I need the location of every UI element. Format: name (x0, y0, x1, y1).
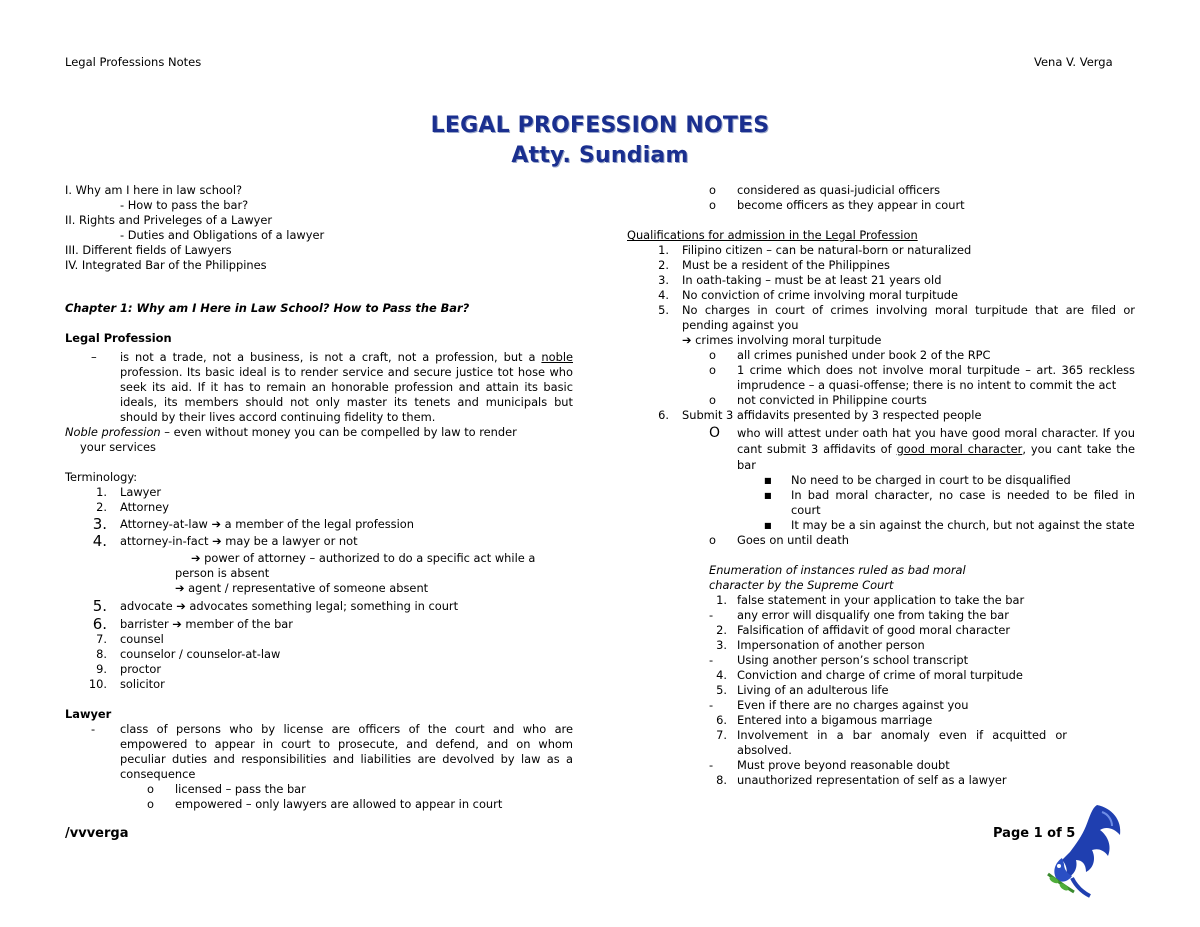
footer-left: /vvverga (65, 826, 129, 841)
enum-item: 8. unauthorized representation of self as a lawyer (716, 773, 1007, 787)
enum-item: 4. Conviction and charge of crime of moral turpitude (716, 668, 1023, 682)
qualification-item: 5. No charges in court of crimes involving moral turpitude that are filed or pending against you (658, 303, 1135, 332)
lawyer-subitem: o become officers as they appear in court (709, 198, 965, 212)
crime-subitem: o all crimes punished under book 2 of the RPC (709, 348, 991, 362)
noble-word: noble (541, 350, 573, 364)
list-subitem: ➔ power of attorney – authorized to do a specific act while a (191, 551, 536, 565)
noble-definition: Noble profession – even without money you can be compelled by law to render (65, 425, 517, 439)
affidavit-note: O who will attest under oath hat you have good moral character. If you cant submit 3 affidavits of good moral character, you cant take the bar (709, 425, 1135, 472)
enum-item: - Using another person’s school transcript (709, 653, 969, 667)
document-title: LEGAL PROFESSION NOTES (430, 113, 770, 138)
enum-item: - Must prove beyond reasonable doubt (709, 758, 950, 772)
list-item: 9. proctor (96, 662, 162, 676)
square-bullet-item: ■ It may be a sin against the church, but not against the state (764, 518, 1135, 532)
outline-item: I. Why am I here in law school? (65, 183, 243, 197)
left-column (65, 183, 573, 812)
header-right: Vena V. Verga (1034, 55, 1113, 69)
list-item: 2. Attorney (96, 500, 169, 514)
qualification-item: 4. No conviction of crime involving moral turpitude (658, 288, 959, 302)
qualification-item: 6. Submit 3 affidavits presented by 3 respected people (658, 408, 982, 422)
right-column (627, 183, 1135, 788)
outline-item: IV. Integrated Bar of the Philippines (65, 258, 267, 272)
section-heading: Lawyer (65, 707, 112, 721)
enum-item: 6. Entered into a bigamous marriage (716, 713, 933, 727)
qualifications-heading: Qualifications for admission in the Legal Profession (627, 228, 918, 242)
qualification-item: 2. Must be a resident of the Philippines (658, 258, 890, 272)
chapter-heading: Chapter 1: Why am I Here in Law School? How to Pass the Bar? (65, 301, 470, 315)
enum-item: 5. Living of an adulterous life (716, 683, 889, 697)
enum-item: - Even if there are no charges against you (709, 698, 969, 712)
list-item: 3. Attorney-at-law ➔ a member of the legal profession (92, 515, 414, 533)
crime-subitem: o not convicted in Philippine courts (709, 393, 927, 407)
outline-item: II. Rights and Priveleges of a Lawyer (65, 213, 273, 227)
enum-item: 7. Involvement in a bar anomaly even if acquitted or absolved. (716, 728, 1067, 757)
list-item: 5. advocate ➔ advocates something legal; something in court (92, 597, 459, 615)
terminology-heading: Terminology: (65, 470, 138, 484)
list-item: 1. Lawyer (96, 485, 162, 499)
enum-item: 1. false statement in your application to take the bar (716, 593, 1025, 607)
outline-item: - Duties and Obligations of a lawyer (120, 228, 325, 242)
lawyer-subitem: o licensed – pass the bar (147, 782, 306, 796)
header-left: Legal Professions Notes (65, 55, 202, 69)
qualification-item: 1. Filipino citizen – can be natural-born or naturalized (658, 243, 972, 257)
dash-bullet: – (91, 350, 97, 364)
section-heading: Legal Profession (65, 331, 172, 345)
eagle-icon (1042, 800, 1127, 900)
footer-page-number: Page 1 of 5 (993, 826, 1076, 841)
enum-item: - any error will disqualify one from taking the bar (709, 608, 1009, 622)
eagle-logo (1042, 800, 1127, 900)
lawyer-subitem: o empowered – only lawyers are allowed to appear in court (147, 797, 503, 811)
lawyer-definition: - class of persons who by license are officers of the court and who are empowered to appear in court to prosecute, and defend, and on whom peculiar duties and responsibilities and liabilities are devolved by law as a consequence (91, 722, 573, 781)
document-subtitle: Atty. Sundiam (511, 143, 689, 168)
lawyer-subitem: o considered as quasi-judicial officers (709, 183, 941, 197)
enumeration-heading: Enumeration of instances ruled as bad moral character by the Supreme Court (709, 563, 966, 592)
list-item: 8. counselor / counselor-at-law (96, 647, 281, 661)
crimes-arrow: ➔ crimes involving moral turpitude (682, 333, 882, 347)
list-subitem: person is absent (175, 566, 270, 580)
enum-item: 3. Impersonation of another person (716, 638, 925, 652)
outline-item: III. Different fields of Lawyers (65, 243, 232, 257)
enum-item: 2. Falsification of affidavit of good moral character (716, 623, 1011, 637)
dash-bullet: - (91, 722, 96, 736)
square-bullet-item: ■ In bad moral character, no case is needed to be filed in court (764, 488, 1135, 517)
list-item: 6. barrister ➔ member of the bar (92, 615, 293, 633)
outline-item: - How to pass the bar? (120, 198, 249, 212)
noble-definition-cont: your services (80, 440, 156, 454)
list-item: 7. counsel (96, 632, 164, 646)
list-item: 4. attorney-in-fact ➔ may be a lawyer or not (92, 532, 358, 550)
qualification-item: 3. In oath-taking – must be at least 21 years old (658, 273, 942, 287)
list-subitem: ➔ agent / representative of someone absent (175, 581, 429, 595)
square-bullet-item: ■ No need to be charged in court to be disqualified (764, 473, 1071, 487)
goes-on-item: o Goes on until death (709, 533, 849, 547)
definition-paragraph: – is not a trade, not a business, is not a craft, not a profession, but a noble profession. Its basic ideal is to render service and secure justice tot hose who seek its aid. If it has to remain an honorable profession and attain its basic ideals, its members should not only master its tenets and municipals but should by their lives accord continuing fidelity to them. (91, 350, 573, 424)
list-item: 10. solicitor (88, 677, 165, 691)
crime-subitem: o 1 crime which does not involve moral turpitude – art. 365 reckless imprudence – a quasi-offense; there is no intent to commit the act (709, 363, 1135, 392)
